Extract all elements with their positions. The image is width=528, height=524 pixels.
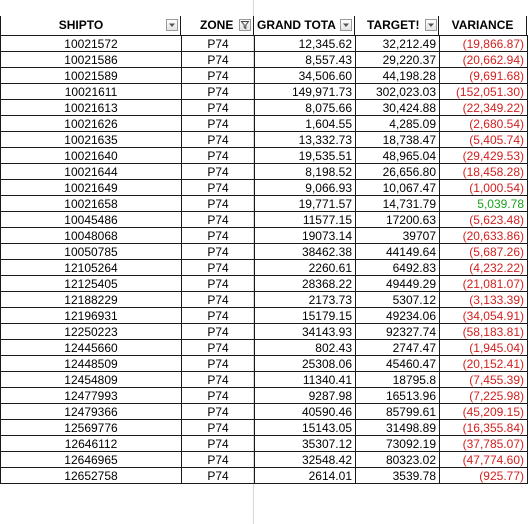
cell-zone[interactable]: P74 xyxy=(182,260,255,276)
cell-target[interactable]: 6492.83 xyxy=(356,260,440,276)
cell-zone[interactable]: P74 xyxy=(182,164,255,180)
cell-zone[interactable]: P74 xyxy=(182,276,255,292)
cell-variance[interactable]: (22,349.22) xyxy=(440,100,528,116)
cell-zone[interactable]: P74 xyxy=(182,196,255,212)
cell-target[interactable]: 18,738.47 xyxy=(356,132,440,148)
cell-variance[interactable]: (5,405.74) xyxy=(440,132,528,148)
cell-grand-total[interactable]: 9287.98 xyxy=(255,388,356,404)
table-row xyxy=(1,196,528,212)
cell-grand-total[interactable]: 11340.41 xyxy=(255,372,356,388)
cell-target[interactable]: 44149.64 xyxy=(356,244,440,260)
table-row xyxy=(1,52,528,68)
cell-grand-total[interactable]: 28368.22 xyxy=(255,276,356,292)
cell-shipto[interactable]: 10021626 xyxy=(1,116,182,132)
top-gridline-strip xyxy=(0,0,528,16)
cell-shipto[interactable]: 10021586 xyxy=(1,52,182,68)
cell-target[interactable]: 45460.47 xyxy=(356,356,440,372)
header-label-shipto: SHIPTO xyxy=(58,18,104,32)
cell-zone[interactable]: P74 xyxy=(182,308,255,324)
cell-zone[interactable]: P74 xyxy=(182,388,255,404)
cell-grand-total[interactable]: 15179.15 xyxy=(255,308,356,324)
cell-variance[interactable]: (20,662.94) xyxy=(440,52,528,68)
cell-grand-total[interactable]: 15143.05 xyxy=(255,420,356,436)
cell-shipto[interactable]: 12250223 xyxy=(1,324,182,340)
cell-grand-total[interactable]: 8,557.43 xyxy=(255,52,356,68)
cell-variance[interactable]: (925.77) xyxy=(440,468,528,484)
cell-grand-total[interactable]: 38462.38 xyxy=(255,244,356,260)
cell-variance[interactable]: (19,866.87) xyxy=(440,36,528,52)
cell-variance[interactable]: 5,039.78 xyxy=(440,196,528,212)
cell-zone[interactable]: P74 xyxy=(182,212,255,228)
cell-variance[interactable]: (9,691.68) xyxy=(440,68,528,84)
cell-grand-total[interactable]: 9,066.93 xyxy=(255,180,356,196)
cell-target[interactable]: 73092.19 xyxy=(356,436,440,452)
cell-target[interactable]: 5307.12 xyxy=(356,292,440,308)
cell-grand-total[interactable]: 2173.73 xyxy=(255,292,356,308)
cell-variance[interactable]: (34,054.91) xyxy=(440,308,528,324)
cell-target[interactable]: 49449.29 xyxy=(356,276,440,292)
header-cell-zone[interactable] xyxy=(180,16,254,36)
table-row xyxy=(1,292,528,308)
header-cell-variance[interactable] xyxy=(438,16,527,36)
header-cell-target[interactable] xyxy=(354,16,439,36)
chevron-down-icon xyxy=(426,20,436,30)
cell-variance[interactable]: (21,081.07) xyxy=(440,276,528,292)
cell-variance[interactable]: (37,785.07) xyxy=(440,436,528,452)
cell-shipto[interactable]: 10021589 xyxy=(1,68,182,84)
cell-grand-total[interactable]: 40590.46 xyxy=(255,404,356,420)
cell-zone[interactable]: P74 xyxy=(182,244,255,260)
table-row xyxy=(1,84,528,100)
table-row xyxy=(1,244,528,260)
cell-target[interactable]: 80323.02 xyxy=(356,452,440,468)
cell-grand-total[interactable]: 19,771.57 xyxy=(255,196,356,212)
chevron-down-icon xyxy=(341,20,351,30)
cell-shipto[interactable]: 12454809 xyxy=(1,372,182,388)
table-row xyxy=(1,68,528,84)
cell-zone[interactable]: P74 xyxy=(182,228,255,244)
cell-variance[interactable]: (29,429.53) xyxy=(440,148,528,164)
cell-variance[interactable]: (1,000.54) xyxy=(440,180,528,196)
cell-variance[interactable]: (2,680.54) xyxy=(440,116,528,132)
cell-grand-total[interactable]: 34,506.60 xyxy=(255,68,356,84)
cell-shipto[interactable]: 12646112 xyxy=(1,436,182,452)
cell-grand-total[interactable]: 1,604.55 xyxy=(255,116,356,132)
cell-target[interactable]: 39707 xyxy=(356,228,440,244)
cell-target[interactable]: 29,220.37 xyxy=(356,52,440,68)
table-row xyxy=(1,436,528,452)
cell-shipto[interactable]: 10021644 xyxy=(1,164,182,180)
cell-grand-total[interactable]: 34143.93 xyxy=(255,324,356,340)
cell-zone[interactable]: P74 xyxy=(182,52,255,68)
cell-grand-total[interactable]: 2260.61 xyxy=(255,260,356,276)
cell-shipto[interactable]: 10021658 xyxy=(1,196,182,212)
cell-target[interactable]: 92327.74 xyxy=(356,324,440,340)
cell-variance[interactable]: (58,183.81) xyxy=(440,324,528,340)
cell-grand-total[interactable]: 19,535.51 xyxy=(255,148,356,164)
cell-zone[interactable]: P74 xyxy=(182,324,255,340)
cell-variance[interactable]: (3,133.39) xyxy=(440,292,528,308)
cell-target[interactable]: 32,212.49 xyxy=(356,36,440,52)
table-row xyxy=(1,132,528,148)
data-table xyxy=(0,35,528,484)
table-row xyxy=(1,148,528,164)
cell-zone[interactable]: P74 xyxy=(182,340,255,356)
cell-zone[interactable]: P74 xyxy=(182,404,255,420)
table-row xyxy=(1,356,528,372)
cell-grand-total[interactable]: 2614.01 xyxy=(255,468,356,484)
cell-zone[interactable]: P74 xyxy=(182,452,255,468)
cell-shipto[interactable]: 10021611 xyxy=(1,84,182,100)
table-body xyxy=(1,36,528,484)
cell-shipto[interactable]: 10048068 xyxy=(1,228,182,244)
cell-variance[interactable]: (4,232.22) xyxy=(440,260,528,276)
table-row xyxy=(1,180,528,196)
cell-grand-total[interactable]: 19073.14 xyxy=(255,228,356,244)
cell-target[interactable]: 4,285.09 xyxy=(356,116,440,132)
cell-variance[interactable]: (45,209.15) xyxy=(440,404,528,420)
cell-grand-total[interactable]: 13,332.73 xyxy=(255,132,356,148)
cell-zone[interactable]: P74 xyxy=(182,36,255,52)
cell-zone[interactable]: P74 xyxy=(182,84,255,100)
cell-variance[interactable]: (7,455.39) xyxy=(440,372,528,388)
table-row xyxy=(1,452,528,468)
cell-variance[interactable]: (18,458.28) xyxy=(440,164,528,180)
header-label-variance: VARIANCE xyxy=(451,18,514,32)
cell-variance[interactable]: (7,225.98) xyxy=(440,388,528,404)
cell-zone[interactable]: P74 xyxy=(182,132,255,148)
cell-shipto[interactable]: 12479366 xyxy=(1,404,182,420)
cell-variance[interactable]: (5,687.26) xyxy=(440,244,528,260)
cell-zone[interactable]: P74 xyxy=(182,468,255,484)
filter-funnel-icon xyxy=(240,20,250,30)
cell-grand-total[interactable]: 32548.42 xyxy=(255,452,356,468)
table-row xyxy=(1,164,528,180)
table-row xyxy=(1,340,528,356)
header-cell-grand-total[interactable] xyxy=(253,16,355,36)
cell-shipto[interactable]: 12105264 xyxy=(1,260,182,276)
cell-shipto[interactable]: 12652758 xyxy=(1,468,182,484)
filter-dropdown-grand-total[interactable] xyxy=(340,19,352,31)
cell-shipto[interactable]: 10045486 xyxy=(1,212,182,228)
cell-zone[interactable]: P74 xyxy=(182,372,255,388)
table-row xyxy=(1,276,528,292)
cell-grand-total[interactable]: 11577.15 xyxy=(255,212,356,228)
cell-grand-total[interactable]: 802.43 xyxy=(255,340,356,356)
cell-zone[interactable]: P74 xyxy=(182,148,255,164)
cell-shipto[interactable]: 10021640 xyxy=(1,148,182,164)
header-label-grand-total: GRAND TOTA xyxy=(257,18,336,32)
filter-dropdown-target[interactable] xyxy=(425,19,437,31)
cell-grand-total[interactable]: 149,971.73 xyxy=(255,84,356,100)
cell-grand-total[interactable]: 8,198.52 xyxy=(255,164,356,180)
cell-grand-total[interactable]: 35307.12 xyxy=(255,436,356,452)
cell-target[interactable]: 302,023.03 xyxy=(356,84,440,100)
cell-zone[interactable]: P74 xyxy=(182,100,255,116)
cell-zone[interactable]: P74 xyxy=(182,292,255,308)
cell-shipto[interactable]: 12445660 xyxy=(1,340,182,356)
cell-target[interactable]: 49234.06 xyxy=(356,308,440,324)
cell-variance[interactable]: (20,633.86) xyxy=(440,228,528,244)
cell-target[interactable]: 2747.47 xyxy=(356,340,440,356)
cell-shipto[interactable]: 12125405 xyxy=(1,276,182,292)
header-label-target: TARGET! xyxy=(367,18,420,32)
filter-active-zone[interactable] xyxy=(239,19,251,31)
table-row xyxy=(1,308,528,324)
cell-zone[interactable]: P74 xyxy=(182,180,255,196)
cell-shipto[interactable]: 12196931 xyxy=(1,308,182,324)
cell-zone[interactable]: P74 xyxy=(182,436,255,452)
cell-shipto[interactable]: 10021572 xyxy=(1,36,182,52)
cell-grand-total[interactable]: 25308.06 xyxy=(255,356,356,372)
table-row xyxy=(1,260,528,276)
cell-zone[interactable]: P74 xyxy=(182,68,255,84)
table-row xyxy=(1,36,528,52)
header-cell-shipto[interactable] xyxy=(0,16,181,36)
cell-shipto[interactable]: 12569776 xyxy=(1,420,182,436)
table-row xyxy=(1,324,528,340)
cell-target[interactable]: 14,731.79 xyxy=(356,196,440,212)
table-row xyxy=(1,468,528,484)
cell-variance[interactable]: (1,945.04) xyxy=(440,340,528,356)
cell-variance[interactable]: (152,051.30) xyxy=(440,84,528,100)
cell-variance[interactable]: (20,152.41) xyxy=(440,356,528,372)
cell-shipto[interactable]: 12646965 xyxy=(1,452,182,468)
cell-shipto[interactable]: 10021635 xyxy=(1,132,182,148)
cell-variance[interactable]: (16,355.84) xyxy=(440,420,528,436)
cell-zone[interactable]: P74 xyxy=(182,116,255,132)
cell-target[interactable]: 10,067.47 xyxy=(356,180,440,196)
table-row xyxy=(1,372,528,388)
table-row xyxy=(1,116,528,132)
cell-target[interactable]: 31498.89 xyxy=(356,420,440,436)
cell-target[interactable]: 30,424.88 xyxy=(356,100,440,116)
cell-shipto[interactable]: 12448509 xyxy=(1,356,182,372)
cell-shipto[interactable]: 10021649 xyxy=(1,180,182,196)
chevron-down-icon xyxy=(167,20,177,30)
filter-dropdown-shipto[interactable] xyxy=(166,19,178,31)
header-label-zone: ZONE xyxy=(200,18,234,32)
cell-zone[interactable]: P74 xyxy=(182,420,255,436)
table-row xyxy=(1,100,528,116)
cell-target[interactable]: 48,965.04 xyxy=(356,148,440,164)
cell-variance[interactable]: (5,623.48) xyxy=(440,212,528,228)
cell-target[interactable]: 44,198.28 xyxy=(356,68,440,84)
table-row xyxy=(1,420,528,436)
cell-zone[interactable]: P74 xyxy=(182,356,255,372)
cell-target[interactable]: 26,656.80 xyxy=(356,164,440,180)
cell-shipto[interactable]: 10021613 xyxy=(1,100,182,116)
table-row xyxy=(1,228,528,244)
cell-target[interactable]: 16513.96 xyxy=(356,388,440,404)
cell-target[interactable]: 18795.8 xyxy=(356,372,440,388)
cell-shipto[interactable]: 12188229 xyxy=(1,292,182,308)
cell-target[interactable]: 3539.78 xyxy=(356,468,440,484)
cell-shipto[interactable]: 12477993 xyxy=(1,388,182,404)
cell-grand-total[interactable]: 12,345.62 xyxy=(255,36,356,52)
cell-variance[interactable]: (47,774.60) xyxy=(440,452,528,468)
cell-target[interactable]: 85799.61 xyxy=(356,404,440,420)
cell-target[interactable]: 17200.63 xyxy=(356,212,440,228)
table-row xyxy=(1,212,528,228)
cell-grand-total[interactable]: 8,075.66 xyxy=(255,100,356,116)
cell-shipto[interactable]: 10050785 xyxy=(1,244,182,260)
table-row xyxy=(1,388,528,404)
table-row xyxy=(1,404,528,420)
